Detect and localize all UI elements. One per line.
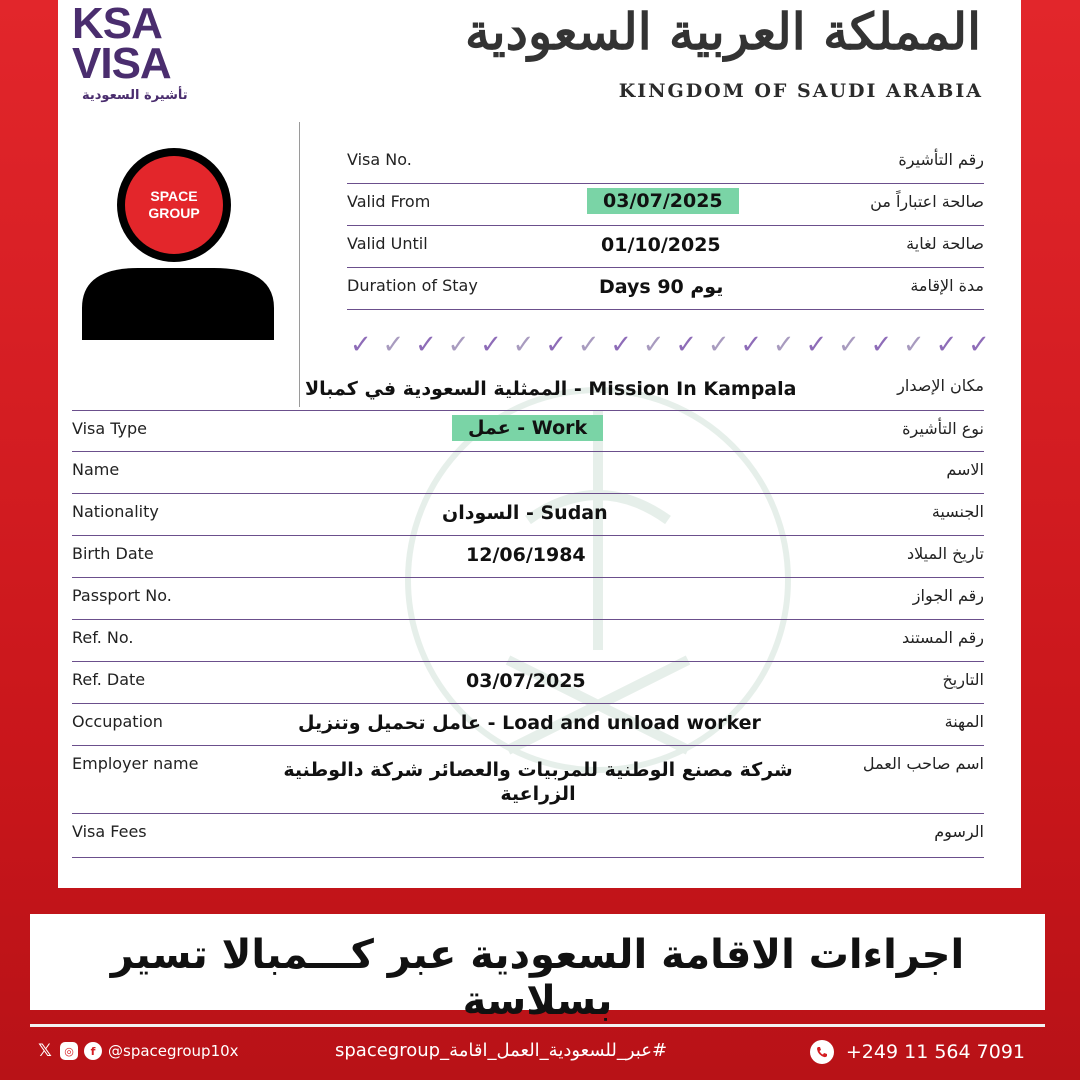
checkmark-icon: ✓ — [512, 330, 535, 360]
field-duration — [347, 268, 984, 310]
field-label-ar: نوع التأشيرة — [902, 419, 984, 438]
field-label-en: Occupation — [72, 712, 163, 731]
checkmark-icon: ✓ — [870, 330, 893, 360]
headline-text: اجراءات الاقامة السعودية عبر كـــمبالا تسير بسلاسة — [110, 932, 965, 1024]
checkmark-icon: ✓ — [707, 330, 730, 360]
field-valid-from — [347, 184, 984, 226]
field-label-ar: رقم التأشيرة — [898, 150, 984, 169]
checkmark-icon: ✓ — [382, 330, 405, 360]
ksa-visa-logo — [72, 0, 222, 104]
checkmark-icon: ✓ — [903, 330, 925, 360]
checkmark-icon: ✓ — [577, 330, 600, 360]
footer — [30, 1032, 1045, 1072]
field-occupation — [72, 704, 984, 746]
logo-subtitle: تأشيرة السعودية — [82, 88, 188, 103]
security-checkmarks — [350, 330, 990, 364]
field-label-ar: صالحة لغاية — [906, 234, 984, 253]
field-label-en: Duration of Stay — [347, 276, 478, 295]
field-value: Days 90 يوم — [599, 276, 724, 298]
hashtag[interactable]: spacegroup_عبر_للسعودية_العمل_اقامة# — [335, 1040, 668, 1061]
field-visa-fees — [72, 814, 984, 858]
checkmark-icon: ✓ — [642, 330, 665, 360]
field-label-ar: مكان الإصدار — [897, 376, 984, 395]
x-icon[interactable]: 𝕏 — [38, 1041, 52, 1061]
checkmark-icon: ✓ — [968, 330, 990, 360]
field-label-ar: مدة الإقامة — [910, 276, 984, 295]
phone-number: +249 11 564 7091 — [845, 1041, 1025, 1063]
visa-document — [58, 0, 1021, 888]
instagram-icon[interactable]: ◎ — [60, 1042, 78, 1060]
checkmark-icon: ✓ — [935, 330, 958, 360]
field-value: السودان - Sudan — [442, 502, 608, 524]
field-label-ar: صالحة اعتباراً من — [870, 192, 984, 211]
checkmark-icon: ✓ — [772, 330, 795, 360]
facebook-icon[interactable]: f — [84, 1042, 102, 1060]
checkmark-icon: ✓ — [610, 330, 633, 360]
field-label-en: Visa Fees — [72, 822, 147, 841]
field-label-ar: تاريخ الميلاد — [907, 544, 984, 563]
headline-banner — [30, 914, 1045, 1024]
field-value: عامل تحميل وتنزيل - Load and unload worker — [298, 712, 761, 734]
field-label-en: Valid Until — [347, 234, 428, 253]
footer-divider — [30, 1024, 1045, 1027]
logo-line-1: KSA — [72, 0, 162, 48]
logo-line-2: VISA — [72, 39, 171, 88]
avatar-badge-line1: SPACE — [150, 188, 198, 204]
field-value: عمل - Work — [452, 415, 603, 441]
field-label-en: Passport No. — [72, 586, 172, 605]
field-label-en: Ref. Date — [72, 670, 146, 689]
kingdom-title-english: KINGDOM OF SAUDI ARABIA — [618, 80, 983, 102]
field-name — [72, 452, 984, 494]
checkmark-icon: ✓ — [740, 330, 763, 360]
social-handle[interactable]: @spacegroup10x — [108, 1042, 239, 1060]
photo-divider — [299, 122, 300, 407]
kingdom-title-arabic: المملكة العربية السعودية — [464, 2, 981, 61]
field-value: 03/07/2025 — [466, 670, 586, 692]
field-value: 01/10/2025 — [601, 234, 721, 256]
field-value: 12/06/1984 — [466, 544, 586, 566]
field-visa-no — [347, 142, 984, 184]
field-label-en: Nationality — [72, 502, 159, 521]
field-label-ar: اسم صاحب العمل — [862, 754, 984, 773]
phone-contact[interactable] — [810, 1040, 1025, 1064]
field-label-en: Visa Type — [72, 419, 148, 438]
field-label-ar: الرسوم — [934, 822, 984, 841]
checkmark-icon: ✓ — [350, 330, 372, 360]
checkmark-icon: ✓ — [545, 330, 567, 360]
checkmark-icon: ✓ — [675, 330, 698, 360]
checkmark-icon: ✓ — [415, 330, 437, 360]
field-ref-date — [72, 662, 984, 704]
checkmark-icon: ✓ — [837, 330, 860, 360]
field-label-en: Valid From — [347, 192, 431, 211]
avatar-badge-line2: GROUP — [148, 205, 200, 221]
field-issue-place — [303, 368, 984, 410]
field-nationality — [72, 494, 984, 536]
social-links — [36, 1042, 239, 1060]
field-employer-name — [72, 746, 984, 814]
field-valid-until — [347, 226, 984, 268]
checkmark-icon: ✓ — [805, 330, 828, 360]
field-value: 03/07/2025 — [587, 188, 739, 214]
field-value: شركة مصنع الوطنية للمربيات والعصائر شركة دالوطنية الزراعية — [283, 759, 793, 805]
whatsapp-icon — [810, 1040, 834, 1064]
field-label-en: Visa No. — [347, 150, 412, 169]
field-visa-type — [72, 410, 984, 452]
field-label-ar: رقم المستند — [901, 628, 984, 647]
field-label-en: Ref. No. — [72, 628, 134, 647]
checkmark-icon: ✓ — [480, 330, 502, 360]
field-label-en: Employer name — [72, 754, 199, 773]
field-label-ar: التاريخ — [942, 670, 984, 689]
field-birth-date — [72, 536, 984, 578]
checkmark-icon: ✓ — [447, 330, 470, 360]
field-label-ar: المهنة — [944, 712, 984, 731]
field-label-ar: الجنسية — [931, 502, 984, 521]
avatar — [78, 148, 278, 343]
field-passport-no — [72, 578, 984, 620]
field-label-ar: الاسم — [946, 460, 984, 479]
field-label-en: Birth Date — [72, 544, 154, 563]
field-label-en: Name — [72, 460, 120, 479]
field-ref-no — [72, 620, 984, 662]
field-label-ar: رقم الجواز — [912, 586, 984, 605]
field-value: الممثلية السعودية في كمبالا - Mission In Kampala — [305, 378, 797, 400]
